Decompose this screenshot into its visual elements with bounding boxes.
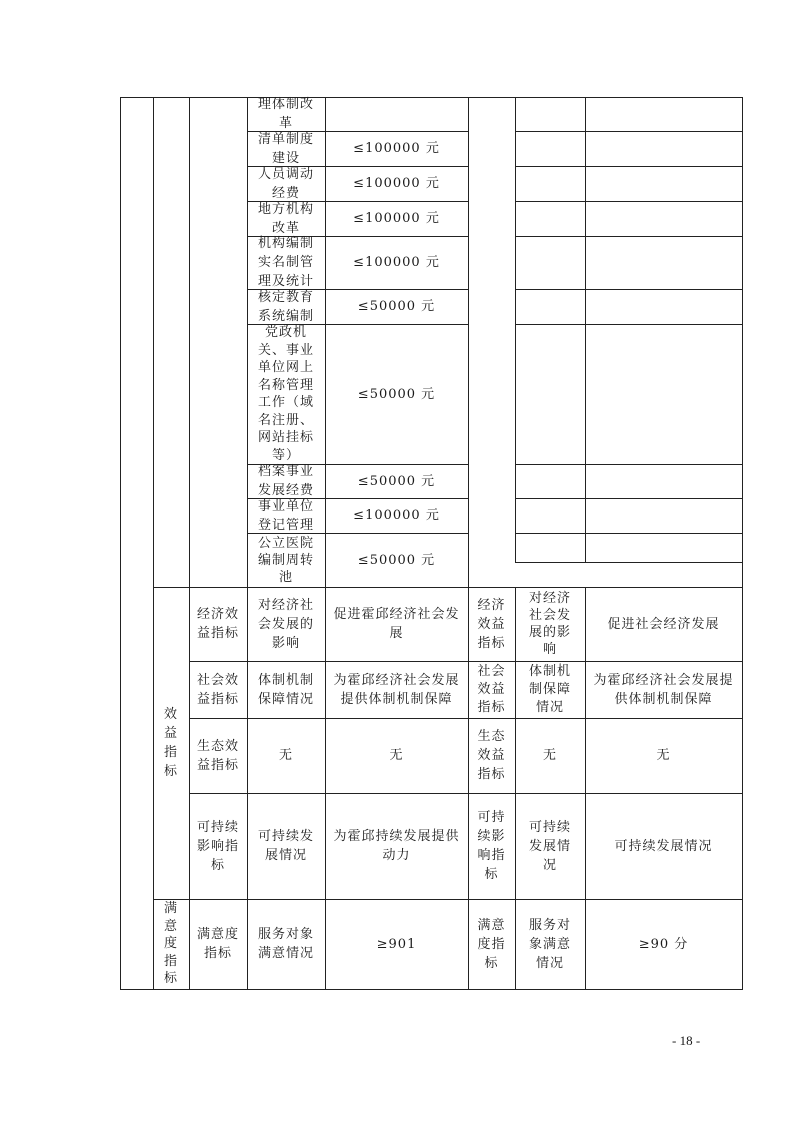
indicator2-cell: 社会 效益 指标 — [477, 663, 506, 715]
item2-cell: 体制机 制保障 情况 — [528, 663, 571, 715]
task-name-cell: 地方机构 改革 — [257, 201, 314, 236]
actual-cell: ≥90 分 — [638, 936, 689, 952]
task-amount-cell: ≤100000 元 — [353, 255, 440, 270]
benefit-category-cell: 效 益 指 标 — [163, 707, 178, 779]
task-name-cell: 档案事业 发展经费 — [257, 464, 314, 498]
target-cell: 为霍邱经济社会发展 提供体制机制保障 — [333, 672, 460, 707]
grid-line — [515, 131, 742, 132]
table-border-left — [120, 97, 121, 990]
task-amount-cell: ≤100000 元 — [353, 141, 440, 156]
task-name-cell: 事业单位 登记管理 — [257, 498, 314, 533]
item2-cell: 无 — [542, 748, 557, 763]
grid-line — [515, 562, 742, 563]
task-amount-cell: ≤50000 元 — [357, 552, 436, 568]
target-cell: 为霍邱持续发展提供 动力 — [333, 829, 460, 863]
task-name-cell: 清单制度 建设 — [257, 131, 314, 166]
indicator2-cell: 可持 续影 响指 标 — [477, 810, 506, 882]
actual-cell: 促进社会经济发展 — [607, 616, 720, 632]
task-amount-cell: ≤50000 元 — [357, 299, 436, 314]
grid-line — [515, 166, 742, 167]
task-name-cell: 核定教育 系统编制 — [257, 289, 314, 324]
grid-line — [515, 533, 742, 534]
item2-cell: 对经济 社会发 展的影 响 — [528, 591, 571, 657]
indicator2-cell: 经济 效益 指标 — [477, 597, 506, 651]
item-cell: 服务对象 满意情况 — [257, 927, 314, 961]
table-border-right — [742, 97, 743, 990]
task-name-cell: 理体制改 革 — [257, 97, 314, 131]
item-cell: 无 — [278, 748, 293, 763]
task-amount-cell — [325, 97, 468, 131]
grid-line — [515, 236, 742, 237]
indicator-cell: 满意度 指标 — [196, 927, 239, 961]
indicator2-cell: 满意 度指 标 — [477, 917, 506, 971]
item2-cell: 服务对 象满意 情况 — [528, 917, 571, 971]
indicator-cell: 可持续 影响指 标 — [196, 819, 239, 873]
indicator-cell: 经济效 益指标 — [196, 607, 239, 641]
indicator-cell: 社会效 益指标 — [196, 672, 239, 707]
item-cell: 对经济社 会发展的 影响 — [257, 597, 314, 651]
task-amount-cell: ≤100000 元 — [353, 176, 440, 191]
task-amount-cell: ≤100000 元 — [353, 211, 440, 226]
task-amount-cell: ≤50000 元 — [357, 386, 436, 402]
item-cell: 体制机制 保障情况 — [257, 672, 314, 707]
grid-line — [189, 97, 190, 587]
task-amount-cell: ≤100000 元 — [353, 508, 440, 523]
grid-line — [515, 464, 742, 465]
satisfaction-category-cell: 满 意 度 指 标 — [163, 901, 178, 987]
target-cell: 促进霍邱经济社会发 展 — [333, 607, 460, 641]
indicator-cell: 生态效 益指标 — [196, 738, 239, 773]
task-name-cell: 党政机 关、事业 单位网上 名称管理 工作（域 名注册、 网站挂标 等） — [257, 325, 314, 463]
table-border-bottom — [120, 989, 743, 990]
grid-line — [515, 201, 742, 202]
actual-cell: 为霍邱经济社会发展提 供体制机制保障 — [593, 672, 734, 707]
task-name-cell: 人员调动 经费 — [257, 166, 314, 201]
actual-cell: 可持续发展情况 — [614, 838, 713, 854]
task-name-cell: 机构编制 实名制管 理及统计 — [257, 236, 314, 289]
grid-line — [515, 498, 742, 499]
target-cell: 无 — [389, 748, 404, 763]
item-cell: 可持续发 展情况 — [257, 829, 314, 863]
grid-line — [515, 324, 742, 325]
page-number: - 18 - — [672, 1033, 701, 1048]
grid-line — [515, 289, 742, 290]
item2-cell: 可持续 发展情 况 — [528, 819, 571, 873]
grid-line — [468, 97, 469, 587]
actual-cell: 无 — [656, 748, 671, 763]
task-amount-cell: ≤50000 元 — [357, 473, 436, 489]
target-cell: ≥901 — [376, 936, 417, 952]
task-name-cell: 公立医院 编制周转 池 — [257, 535, 314, 585]
indicator2-cell: 生态 效益 指标 — [477, 729, 506, 782]
